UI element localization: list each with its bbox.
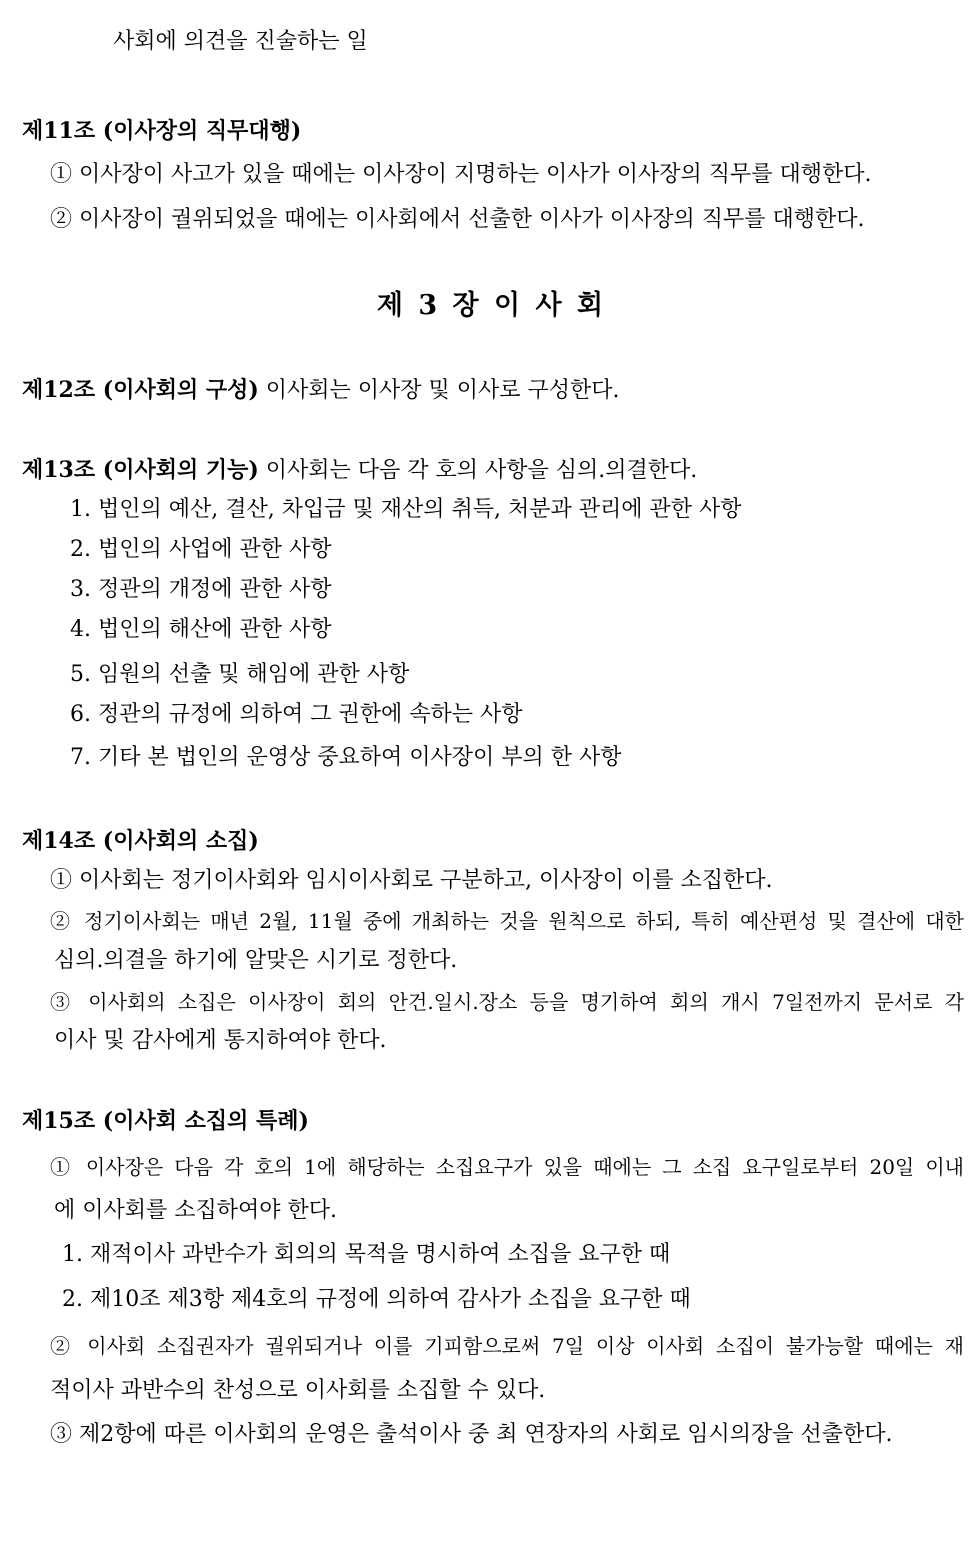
article-15-para-2-line-1: ② 이사회 소집권자가 궐위되거나 이를 기피함으로써 7일 이상 이사회 소집이 불가능할 때에는 재 xyxy=(50,1334,964,1358)
article-11-item-1: ① 이사장이 사고가 있을 때에는 이사장이 지명하는 이사가 이사장의 직무를 대행한다. xyxy=(50,162,872,187)
article-12-body: 이사회는 이사장 및 이사로 구성한다. xyxy=(258,378,620,403)
article-12 xyxy=(22,375,620,405)
article-13 xyxy=(22,455,697,485)
article-14-para-1: ① 이사회는 정기이사회와 임시이사회로 구분하고, 이사장이 이를 소집한다. xyxy=(50,868,773,893)
article-14-para-2-line-2: 심의.의결을 하기에 알맞은 시기로 정한다. xyxy=(54,948,458,973)
article-14-para-2-line-1: ② 정기이사회는 매년 2월, 11월 중에 개최하는 것을 원칙으로 하되, 특히 예산편성 및 결산에 대한 xyxy=(50,909,964,933)
article-15-para-1-line-1: ① 이사장은 다음 각 호의 1에 해당하는 소집요구가 있을 때에는 그 소집 요구일로부터 20일 이내 xyxy=(50,1155,964,1179)
article-13-heading: 제13조 (이사회의 기능) xyxy=(22,457,259,483)
article-13-item-7: 7. 기타 본 법인의 운영상 중요하여 이사장이 부의 한 사항 xyxy=(70,745,622,770)
article-15-heading: 제15조 (이사회 소집의 특례) xyxy=(22,1108,309,1134)
article-14-para-3-line-2: 이사 및 감사에게 통지하여야 한다. xyxy=(54,1028,387,1053)
article-13-item-2: 2. 법인의 사업에 관한 사항 xyxy=(70,537,332,562)
article-13-body: 이사회는 다음 각 호의 사항을 심의.의결한다. xyxy=(258,458,698,483)
article-15-sub-item-2: 2. 제10조 제3항 제4호의 규정에 의하여 감사가 소집을 요구한 때 xyxy=(62,1287,691,1312)
article-15-sub-item-1: 1. 재적이사 과반수가 회의의 목적을 명시하여 소집을 요구한 때 xyxy=(62,1242,671,1267)
article-15-para-1-line-2: 에 이사회를 소집하여야 한다. xyxy=(54,1198,337,1223)
article-14-para-3-line-1: ③ 이사회의 소집은 이사장이 회의 안건.일시.장소 등을 명기하여 회의 개시 7일전까지 문서로 각 xyxy=(50,990,964,1014)
article-13-item-3: 3. 정관의 개정에 관한 사항 xyxy=(70,577,332,602)
article-13-item-1: 1. 법인의 예산, 결산, 차입금 및 재산의 취득, 처분과 관리에 관한 사항 xyxy=(70,497,742,522)
intro-line: 사회에 의견을 진술하는 일 xyxy=(113,29,368,54)
article-13-item-5: 5. 임원의 선출 및 해임에 관한 사항 xyxy=(70,662,410,687)
chapter-3-title: 제 3 장 이 사 회 xyxy=(376,290,604,321)
article-15-para-2-line-2: 적이사 과반수의 찬성으로 이사회를 소집할 수 있다. xyxy=(50,1378,546,1403)
article-13-item-4: 4. 법인의 해산에 관한 사항 xyxy=(70,617,332,642)
article-13-item-6: 6. 정관의 규정에 의하여 그 권한에 속하는 사항 xyxy=(70,702,523,727)
article-15-para-3: ③ 제2항에 따른 이사회의 운영은 출석이사 중 최 연장자의 사회로 임시의장을 선출한다. xyxy=(50,1422,893,1447)
article-12-heading: 제12조 (이사회의 구성) xyxy=(22,377,259,403)
article-11-heading: 제11조 (이사장의 직무대행) xyxy=(22,118,302,144)
article-11-item-2: ② 이사장이 궐위되었을 때에는 이사회에서 선출한 이사가 이사장의 직무를 대행한다. xyxy=(50,207,865,232)
article-14-heading: 제14조 (이사회의 소집) xyxy=(22,828,259,854)
